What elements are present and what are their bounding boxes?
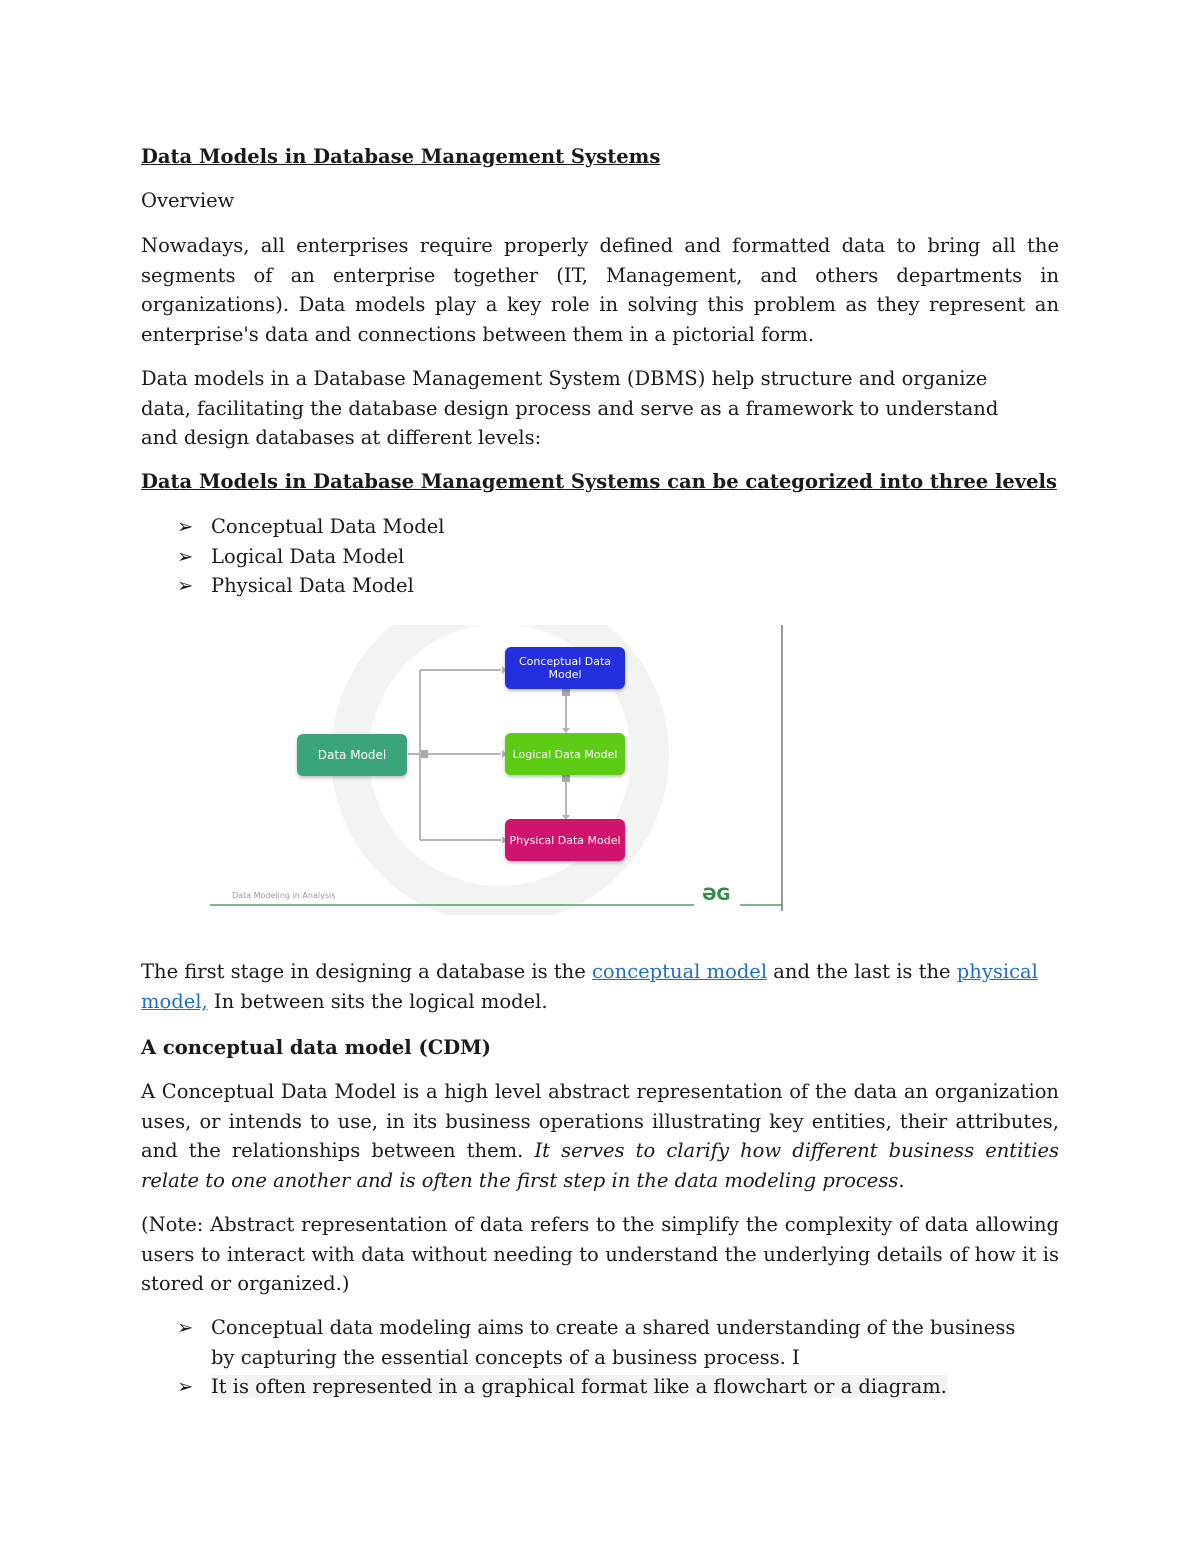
stages-text-3: In between sits the logical model. bbox=[207, 989, 548, 1013]
data-model-root-node: Data Model bbox=[297, 734, 407, 776]
logical-data-model-node: Logical Data Model bbox=[505, 733, 625, 775]
levels-heading: Data Models in Database Management Systems can be categorized into three levels bbox=[141, 470, 1057, 493]
data-model-diagram bbox=[210, 625, 785, 915]
list-item-label: It is often represented in a graphical format like a flowchart or a diagram. bbox=[211, 1375, 947, 1398]
diagram-caption: Data Modeling in Analysis bbox=[232, 891, 336, 900]
arrow-bullet-icon: ➢ bbox=[177, 544, 194, 568]
list-item bbox=[177, 1313, 1037, 1372]
gfg-logo: ƏG bbox=[702, 885, 731, 905]
arrow-bullet-icon: ➢ bbox=[177, 574, 194, 597]
cdm-paragraph bbox=[141, 1077, 1059, 1195]
cdm-text-end: . bbox=[898, 1168, 905, 1192]
physical-data-model-node: Physical Data Model bbox=[505, 819, 625, 861]
cdm-italic-text: It serves to clarify how different business entities relate to one another and is often the first step in the data modeling process bbox=[141, 1139, 1059, 1192]
list-item-label: Conceptual Data Model bbox=[211, 515, 445, 538]
stages-text-2: and the last is the bbox=[767, 960, 957, 983]
overview-label: Overview bbox=[141, 189, 235, 212]
arrow-bullet-icon: ➢ bbox=[177, 515, 194, 538]
list-item bbox=[177, 571, 1037, 601]
note-paragraph: (Note: Abstract representation of data refers to the simplify the complexity of data allowing users to interact with data without needing to understand the underlying details of how it is stored or organized.) bbox=[141, 1213, 1059, 1295]
cdm-points-list bbox=[177, 1313, 1037, 1402]
physical-model-link[interactable]: physical model, bbox=[141, 960, 1038, 1013]
cdm-text: A Conceptual Data Model is a high level abstract representation of the data an organization uses, or intends to use, in its business operations illustrating key entities, their attributes, and the relationships between them. bbox=[141, 1080, 1059, 1162]
page-title: Data Models in Database Management Systems bbox=[141, 145, 661, 168]
conceptual-model-link[interactable]: conceptual model bbox=[591, 960, 768, 983]
arrow-bullet-icon: ➢ bbox=[177, 1316, 194, 1339]
list-item bbox=[177, 542, 1037, 572]
dbms-paragraph: Data models in a Database Management System (DBMS) help structure and organize data, facilitating the database design process and serve as a framework to understand and design databases at different levels: bbox=[141, 367, 999, 449]
list-item bbox=[177, 512, 1037, 542]
list-item bbox=[177, 1372, 1037, 1402]
list-item-label: Conceptual data modeling aims to create a shared understanding of the business by capturing the essential concepts of a business process. I bbox=[211, 1316, 1016, 1369]
cdm-heading: A conceptual data model (CDM) bbox=[141, 1036, 491, 1059]
levels-list bbox=[177, 512, 1037, 601]
list-item-label: Logical Data Model bbox=[211, 544, 405, 568]
arrow-bullet-icon: ➢ bbox=[177, 1375, 194, 1398]
conceptual-data-model-node: Conceptual Data Model bbox=[505, 647, 625, 689]
stages-text-1: The first stage in designing a database is the bbox=[141, 960, 592, 983]
intro-paragraph: Nowadays, all enterprises require properly defined and formatted data to bring all the segments of an enterprise together (IT, Management, and others departments in organizations). Data models play a key role in solving this problem as they represent an enterprise's data and connections between them in a pictorial form. bbox=[141, 234, 1059, 346]
stages-paragraph bbox=[141, 957, 1059, 1016]
list-item-label: Physical Data Model bbox=[211, 574, 414, 597]
